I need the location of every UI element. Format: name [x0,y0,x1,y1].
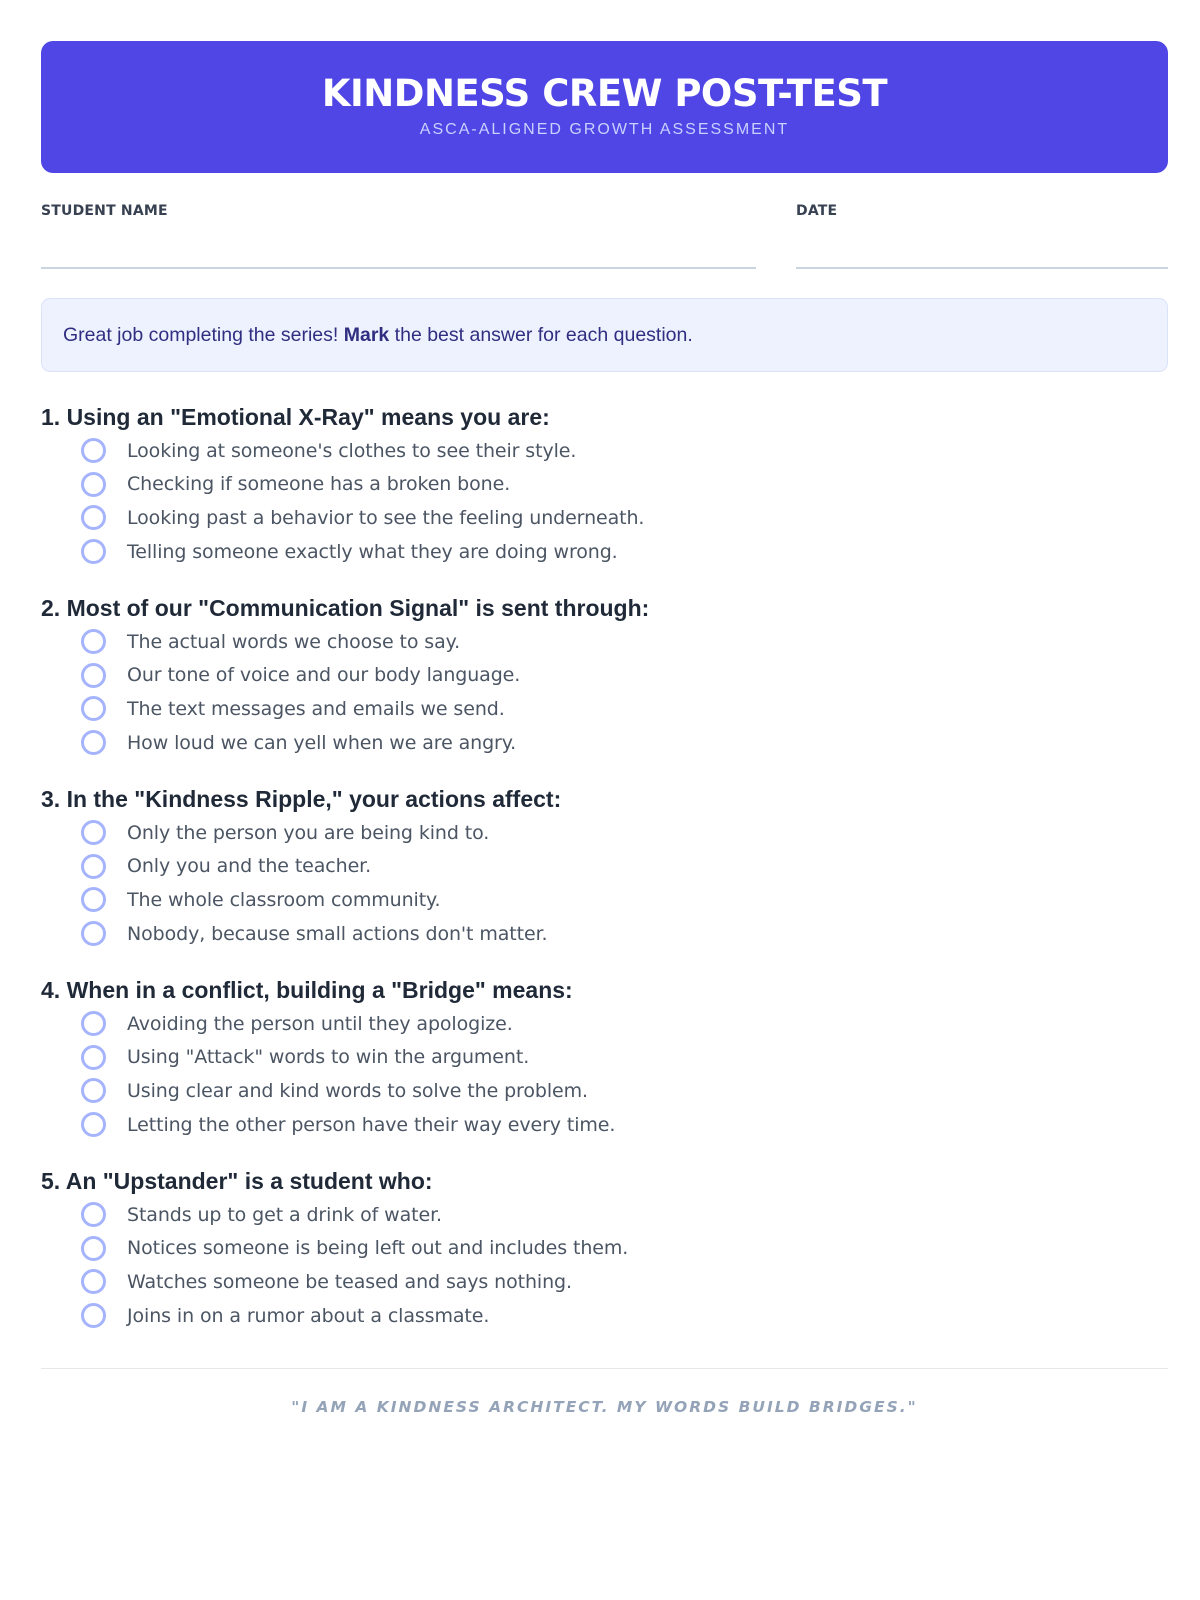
radio-button[interactable] [81,472,106,497]
answer-option-1c[interactable] [41,501,644,535]
radio-button[interactable] [81,539,106,564]
answer-option-3c[interactable] [41,883,561,917]
instructions-box [41,298,1168,372]
option-label: Only the person you are being kind to. [127,821,490,844]
answer-option-3a[interactable] [41,816,561,850]
answer-option-4a[interactable] [41,1007,615,1041]
radio-button[interactable] [81,730,106,755]
date-field[interactable] [796,267,1168,269]
answer-option-5a[interactable] [41,1198,628,1232]
radio-button[interactable] [81,1045,106,1070]
footer-quote: "I AM A KINDNESS ARCHITECT. MY WORDS BUILD BRIDGES." [291,1398,918,1416]
instructions-text [63,324,693,347]
option-label: The whole classroom community. [127,888,441,911]
question-title: 2. Most of our "Communication Signal" is sent through: [41,595,650,621]
question-title: 1. Using an "Emotional X-Ray" means you are: [41,404,550,430]
answer-option-4d[interactable] [41,1108,615,1142]
option-label: Using clear and kind words to solve the problem. [127,1079,588,1102]
option-label: Notices someone is being left out and includes them. [127,1237,629,1260]
student-name-label: STUDENT NAME [41,203,168,219]
radio-button[interactable] [81,1078,106,1103]
answer-option-1b[interactable] [41,468,644,502]
page-header [41,41,1168,173]
radio-button[interactable] [81,505,106,530]
option-label: The text messages and emails we send. [127,697,505,720]
radio-button[interactable] [81,1202,106,1227]
instructions-bold: Mark [343,323,390,346]
question-1 [41,400,644,568]
date-label: DATE [796,203,838,219]
option-label: How loud we can yell when we are angry. [127,731,517,754]
option-label: Nobody, because small actions don't matter. [127,922,548,945]
question-4 [41,973,615,1141]
answer-option-5b[interactable] [41,1232,628,1266]
radio-button[interactable] [81,854,106,879]
radio-button[interactable] [81,1303,106,1328]
instructions-lead: Great job completing the series! [63,323,344,346]
question-title: 4. When in a conflict, building a "Bridge" means: [41,977,573,1003]
option-label: Looking past a behavior to see the feeling underneath. [127,506,645,529]
option-label: Letting the other person have their way every time. [127,1113,616,1136]
option-label: Checking if someone has a broken bone. [127,473,511,496]
radio-button[interactable] [81,629,106,654]
answer-option-2a[interactable] [41,625,649,659]
answer-option-5c[interactable] [41,1265,628,1299]
question-3 [41,782,561,950]
option-label: Using "Attack" words to win the argument. [127,1046,530,1069]
option-label: Only you and the teacher. [127,855,372,878]
option-label: Watches someone be teased and says nothing. [127,1270,572,1293]
answer-option-1d[interactable] [41,535,644,569]
radio-button[interactable] [81,1269,106,1294]
radio-button[interactable] [81,663,106,688]
radio-button[interactable] [81,1112,106,1137]
option-label: Stands up to get a drink of water. [127,1203,442,1226]
instructions-rest: the best answer for each question. [389,323,693,346]
answer-option-2b[interactable] [41,659,649,693]
option-label: The actual words we choose to say. [127,630,461,653]
answer-option-1a[interactable] [41,434,644,468]
radio-button[interactable] [81,887,106,912]
answer-option-2c[interactable] [41,692,649,726]
option-label: Telling someone exactly what they are doing wrong. [127,540,618,563]
radio-button[interactable] [81,696,106,721]
option-label: Joins in on a rumor about a classmate. [127,1304,490,1327]
option-label: Looking at someone's clothes to see their style. [127,439,577,462]
option-label: Avoiding the person until they apologize. [127,1012,513,1035]
question-2 [41,591,649,759]
radio-button[interactable] [81,438,106,463]
answer-option-4b[interactable] [41,1041,615,1075]
student-name-field[interactable] [41,267,756,269]
option-label: Our tone of voice and our body language. [127,664,521,687]
page-title: KINDNESS CREW POST-TEST [321,72,888,115]
question-5 [41,1164,628,1332]
radio-button[interactable] [81,820,106,845]
answer-option-2d[interactable] [41,726,649,760]
footer-divider [41,1368,1168,1369]
question-title: 3. In the "Kindness Ripple," your actions affect: [41,786,562,812]
answer-option-3b[interactable] [41,850,561,884]
radio-button[interactable] [81,1011,106,1036]
answer-option-5d[interactable] [41,1299,628,1333]
radio-button[interactable] [81,921,106,946]
answer-option-3d[interactable] [41,917,561,951]
answer-option-4c[interactable] [41,1074,615,1108]
radio-button[interactable] [81,1236,106,1261]
page-subtitle: ASCA-ALIGNED GROWTH ASSESSMENT [419,121,790,138]
question-title: 5. An "Upstander" is a student who: [41,1168,433,1194]
